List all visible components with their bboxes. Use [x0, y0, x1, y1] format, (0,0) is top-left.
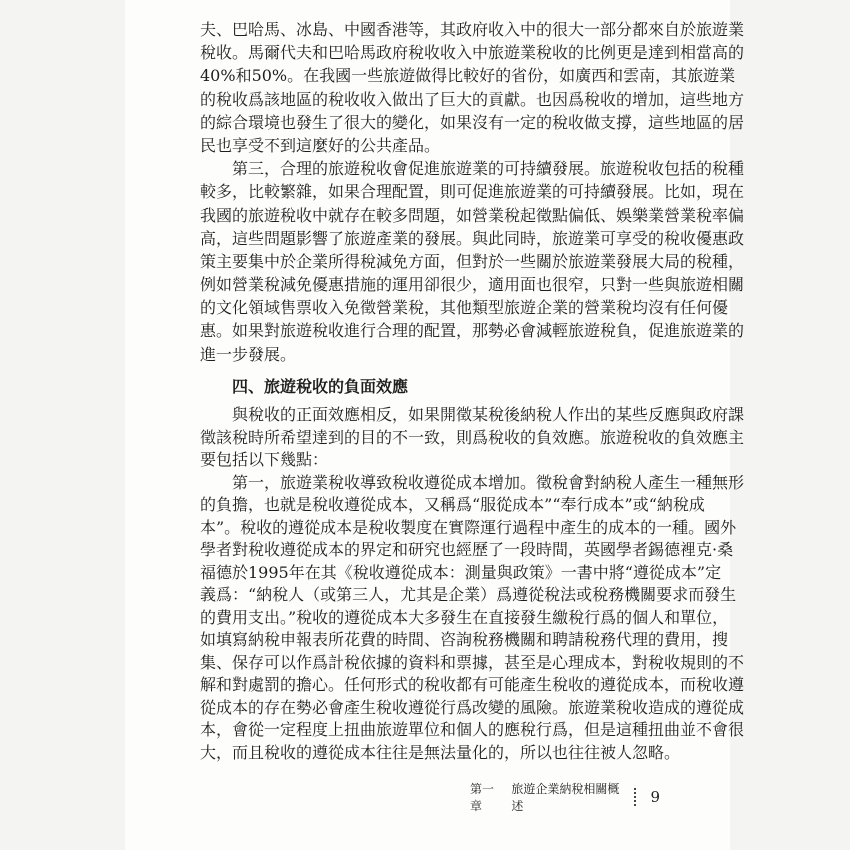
paragraph-line: 如填寫納稅申報表所花費的時間、咨詢稅務機關和聘請稅務代理的費用，搜 [200, 630, 729, 649]
paragraph-line: 惠。如果對旅遊稅收進行合理的配置，那勢必會減輕旅遊稅負，促進旅遊業的 [200, 321, 745, 341]
paragraph-line: 夫、巴哈馬、冰島、中國香港等，其政府收入中的很大一部分都來自於旅遊業 [200, 20, 745, 39]
paragraph-line: 徵該稅時所希望達到的目的不一致，則爲稅收的負效應。旅遊稅收的負效應主 [200, 427, 745, 447]
paragraph-line: 的綜合環境也發生了很大的變化，如果沒有一定的稅收做支撐，這些地區的居 [200, 112, 745, 132]
paragraph-line: 40%和50%。在我國一些旅遊做得比較好的省份，如廣西和雲南，其旅遊業 [200, 66, 736, 86]
body-text-bottom [200, 404, 745, 764]
paragraph-line: 高，這些問題影響了旅遊產業的發展。與此同時，旅遊業可享受的稅收優惠政 [200, 228, 745, 248]
paragraph-line: 的負擔，也就是稅收遵從成本，又稱爲“服從成本”“奉行成本”或“納稅成 [200, 495, 705, 514]
paragraph-line: 學者對稅收遵從成本的界定和研究也經歷了一段時間，英國學者錫德裡克·桑 [200, 540, 734, 559]
paragraph-line: 義爲：“納稅人（或第三人，尤其是企業）爲遵從稅法或稅務機關要求而發生 [200, 585, 737, 604]
paragraph-line: 本，會從一定程度上扭曲旅遊單位和個人的應稅行爲，但是這種扭曲並不會很 [200, 720, 745, 739]
paragraph-line: 從成本的存在勢必會產生稅收遵從行爲改變的風險。旅遊業稅收造成的遵從成 [200, 697, 745, 717]
paragraph-line: 民也享受不到這麼好的公共產品。 [200, 135, 441, 155]
paragraph-line: 要包括以下幾點： [200, 450, 329, 469]
paragraph-line: 與稅收的正面效應相反，如果開徵某稅後納稅人作出的某些反應與政府課 [232, 405, 745, 424]
footer-chapter: 第一章 [470, 782, 495, 813]
paragraph-line: 的費用支出。”稅收的遵從成本大多發生在直接發生繳稅行爲的個人和單位， [200, 607, 729, 627]
body-text-top [200, 18, 745, 366]
footer-divider [634, 788, 636, 806]
paragraph-line: 本”。稅收的遵從成本是稅收製度在實際運行過程中產生的成本的一種。國外 [200, 517, 737, 537]
paragraph-line: 大，而且稅收的遵從成本往往是無法量化的，所以也往往被人忽略。 [200, 742, 681, 762]
section-heading: 四、旅遊稅收的負面效應 [232, 377, 409, 396]
paragraph-line: 我國的旅遊稅收中就存在較多問題，如營業稅起徵點偏低、娛樂業營業稅率偏 [200, 205, 745, 225]
paragraph-line: 第三，合理的旅遊稅收會促進旅遊業的可持續發展。旅遊稅收包括的稅種 [232, 159, 745, 179]
paragraph-line: 解和對處罰的擔心。任何形式的稅收都有可能產生稅收的遵從成本，而稅收遵 [200, 675, 745, 694]
paragraph-line: 例如營業稅減免優惠措施的運用卻很少，適用面也很窄，只對一些與旅遊相關 [200, 275, 745, 295]
paragraph-line: 集、保存可以作爲計稅依據的資料和票據，甚至是心理成本，對稅收規則的不 [200, 652, 745, 672]
paragraph-line: 的稅收爲該地區的稅收收入做出了巨大的貢獻。也因爲稅收的增加，這些地方 [200, 89, 745, 109]
paragraph-line: 較多，比較繁雜，如果合理配置，則可促進旅遊業的可持續發展。比如，現在 [200, 182, 745, 202]
paragraph-line: 策主要集中於企業所得稅減免方面，但對於一些關於旅遊業發展大局的稅種， [200, 251, 745, 271]
page-number: 9 [650, 788, 660, 806]
paragraph-line: 的文化領域售票收入免徵營業稅，其他類型旅遊企業的營業稅均沒有任何優 [200, 298, 729, 318]
paragraph-line: 第一，旅遊業稅收導致稅收遵從成本增加。徵稅會對納稅人產生一種無形 [232, 472, 745, 492]
paragraph-line: 福德於1995年在其《稅收遵從成本：測量與政策》一書中將“遵從成本”定 [200, 562, 722, 582]
paragraph-line: 稅收。馬爾代夫和巴哈馬政府稅收收入中旅遊業稅收的比例更是達到相當高的 [200, 43, 745, 63]
running-footer [470, 780, 660, 814]
paragraph-line: 進一步發展。 [200, 344, 297, 364]
footer-chapter-title: 旅遊企業納稅相關概述 [511, 782, 620, 813]
